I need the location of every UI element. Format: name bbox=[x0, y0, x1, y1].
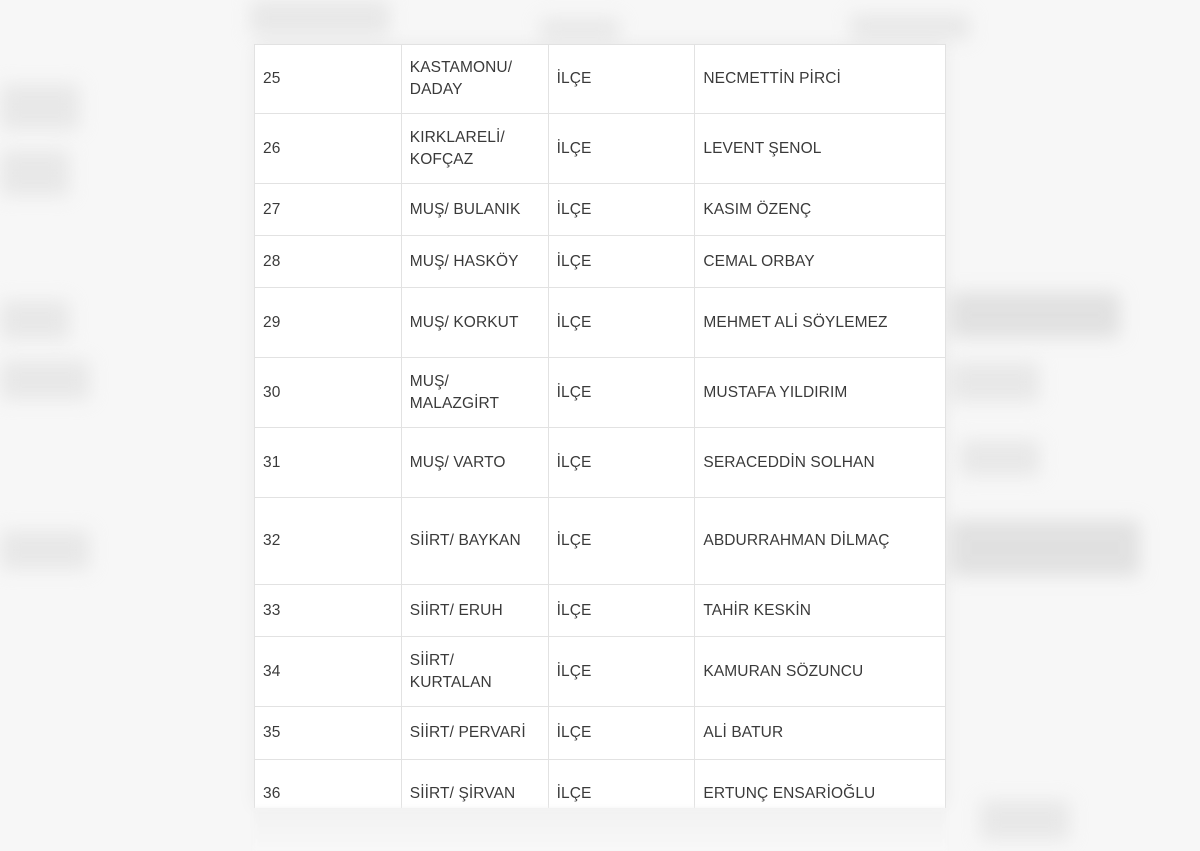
row-number: 26 bbox=[255, 114, 402, 184]
row-number: 30 bbox=[255, 358, 402, 428]
row-type: İLÇE bbox=[548, 288, 695, 358]
row-location: SİİRT/ PERVARİ bbox=[401, 707, 548, 760]
blurred-background-block bbox=[0, 530, 90, 570]
table-row bbox=[255, 45, 946, 114]
row-name: MEHMET ALİ SÖYLEMEZ bbox=[695, 288, 946, 358]
blurred-background-block bbox=[0, 360, 90, 400]
row-location: MUŞ/ KORKUT bbox=[401, 288, 548, 358]
row-name: KASIM ÖZENÇ bbox=[695, 184, 946, 236]
table-row bbox=[255, 358, 946, 428]
row-number: 34 bbox=[255, 637, 402, 707]
table-row bbox=[255, 288, 946, 358]
row-name: SERACEDDİN SOLHAN bbox=[695, 428, 946, 498]
official-list-table bbox=[254, 44, 946, 808]
blurred-background-block bbox=[0, 84, 80, 130]
row-name: CEMAL ORBAY bbox=[695, 236, 946, 288]
table-row bbox=[255, 637, 946, 707]
row-type: İLÇE bbox=[548, 498, 695, 585]
row-type: İLÇE bbox=[548, 184, 695, 236]
row-name: ABDURRAHMAN DİLMAÇ bbox=[695, 498, 946, 585]
row-number: 28 bbox=[255, 236, 402, 288]
row-type: İLÇE bbox=[548, 236, 695, 288]
row-name: ALİ BATUR bbox=[695, 707, 946, 760]
row-location: MUŞ/ HASKÖY bbox=[401, 236, 548, 288]
row-type: İLÇE bbox=[548, 585, 695, 637]
row-type: İLÇE bbox=[548, 45, 695, 114]
row-location: SİİRT/ KURTALAN bbox=[401, 637, 548, 707]
row-location: SİİRT/ BAYKAN bbox=[401, 498, 548, 585]
table-row bbox=[255, 707, 946, 760]
row-number: 35 bbox=[255, 707, 402, 760]
blurred-background-block bbox=[950, 362, 1040, 402]
row-name: NECMETTİN PİRCİ bbox=[695, 45, 946, 114]
row-location: MUŞ/ MALAZGİRT bbox=[401, 358, 548, 428]
blurred-background-block bbox=[0, 300, 70, 340]
row-number: 36 bbox=[255, 760, 402, 809]
row-number: 25 bbox=[255, 45, 402, 114]
row-location: SİİRT/ ŞİRVAN bbox=[401, 760, 548, 809]
row-number: 32 bbox=[255, 498, 402, 585]
row-name: TAHİR KESKİN bbox=[695, 585, 946, 637]
row-name: KAMURAN SÖZUNCU bbox=[695, 637, 946, 707]
table-row bbox=[255, 585, 946, 637]
row-location: MUŞ/ VARTO bbox=[401, 428, 548, 498]
row-name: MUSTAFA YILDIRIM bbox=[695, 358, 946, 428]
table-row bbox=[255, 760, 946, 809]
blurred-background-block bbox=[540, 18, 620, 40]
row-type: İLÇE bbox=[548, 707, 695, 760]
blurred-bottom-edge bbox=[254, 808, 946, 851]
row-number: 31 bbox=[255, 428, 402, 498]
document-table-panel bbox=[254, 44, 946, 808]
table-row bbox=[255, 184, 946, 236]
row-type: İLÇE bbox=[548, 428, 695, 498]
blurred-background-block bbox=[950, 520, 1140, 576]
table-row bbox=[255, 498, 946, 585]
blurred-background-block bbox=[980, 800, 1070, 840]
row-type: İLÇE bbox=[548, 114, 695, 184]
blurred-background-block bbox=[850, 14, 970, 40]
blurred-background-block bbox=[250, 0, 390, 36]
row-location: SİİRT/ ERUH bbox=[401, 585, 548, 637]
row-name: ERTUNÇ ENSARİOĞLU bbox=[695, 760, 946, 809]
row-type: İLÇE bbox=[548, 760, 695, 809]
row-location: KASTAMONU/ DADAY bbox=[401, 45, 548, 114]
row-number: 29 bbox=[255, 288, 402, 358]
table-row bbox=[255, 236, 946, 288]
row-type: İLÇE bbox=[548, 358, 695, 428]
row-number: 27 bbox=[255, 184, 402, 236]
table-row bbox=[255, 428, 946, 498]
blurred-background-block bbox=[0, 150, 70, 196]
row-type: İLÇE bbox=[548, 637, 695, 707]
blurred-background-block bbox=[960, 440, 1040, 476]
row-number: 33 bbox=[255, 585, 402, 637]
row-location: KIRKLARELİ/ KOFÇAZ bbox=[401, 114, 548, 184]
blurred-background-block bbox=[950, 292, 1120, 338]
table-row bbox=[255, 114, 946, 184]
row-location: MUŞ/ BULANIK bbox=[401, 184, 548, 236]
row-name: LEVENT ŞENOL bbox=[695, 114, 946, 184]
